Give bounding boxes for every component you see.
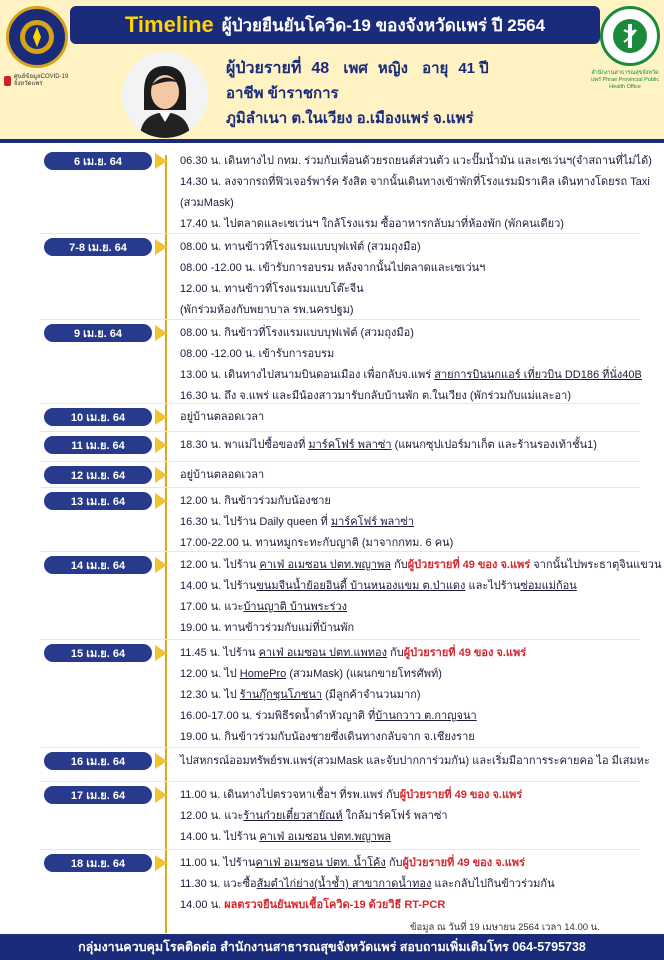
place-text: คาเฟ่ อเมซอน ปตท. น้ำโค้ง [255, 857, 386, 869]
timeline-event [180, 196, 234, 210]
title-timeline: Timeline [124, 12, 214, 37]
event-text: 17.00-22.00 น. ทานหมูกระทะกับญาติ (มาจากกทม. 6 คน) [180, 537, 454, 549]
timeline-event [180, 788, 522, 802]
timeline-event [180, 621, 354, 635]
event-text: 12.00 น. กินข้าวร่วมกับน้องชาย [180, 495, 331, 507]
provincial-seal-icon [6, 6, 68, 68]
timeline-event [180, 347, 334, 361]
place-text: คาเฟ่ อเมซอน ปตท.พญาพล [259, 831, 392, 843]
timeline-event [180, 217, 564, 231]
event-text: 08.00 -12.00 น. เข้ารับการอบรม หลังจากนั้นไปตลาดและเซเว่นฯ [180, 262, 486, 274]
timeline-axis [165, 155, 167, 933]
event-text: 18.30 น. พาแม่ไปซื้อของที่ [180, 439, 309, 451]
timeline-event [180, 494, 331, 508]
arrow-right-icon [155, 409, 167, 425]
divider [40, 551, 640, 552]
covid-center-label: ศูนย์ข้อมูลCOVID-19 จังหวัดแพร่ [13, 74, 69, 87]
timeline-event [180, 326, 414, 340]
highlight-text: ผู้ป่วยรายที่ 49 ของ จ.แพร่ [402, 857, 525, 869]
occupation: อาชีพ ข้าราชการ [226, 85, 339, 102]
arrow-right-icon [155, 557, 167, 573]
domicile: ภูมิลำเนา ต.ในเวียง อ.เมืองแพร่ จ.แพร่ [226, 110, 474, 127]
timeline-event [180, 809, 448, 823]
date-badge: 14 เม.ย. 64 [44, 556, 152, 574]
timeline-event [180, 261, 485, 275]
timeline-event [180, 600, 347, 614]
ministry-of-public-health-icon [600, 6, 660, 66]
timeline-event [180, 730, 475, 744]
event-text: 19.00 น. ทานข้าวร่วมกับแม่ที่บ้านพัก [180, 622, 355, 634]
timeline-event [180, 175, 650, 189]
event-text: 12.00 น. แวะ [180, 810, 244, 822]
event-text: กับ [387, 647, 404, 659]
health-office-label: สำนักงานสาธารณสุขจังหวัดแพร่ Phrae Provincial Public Health Office [590, 70, 660, 90]
event-text: ใกล้มาร์คโฟร์ พลาซ่า [342, 810, 448, 822]
timeline-event [180, 898, 445, 912]
divider [40, 233, 640, 234]
timeline-event [180, 303, 354, 317]
age-label: อายุ [422, 60, 449, 77]
sex-label: เพศ [343, 60, 368, 77]
timeline-event [180, 410, 264, 424]
date-badge: 7-8 เม.ย. 64 [44, 238, 152, 256]
event-text: (พักร่วมห้องกับพยาบาล รพ.นครปฐม) [180, 304, 354, 316]
event-text: 12.00 น. ทานข้าวที่โรงแรมแบบโต๊ะจีน [180, 283, 364, 295]
timeline-event [180, 688, 421, 702]
timeline-event [180, 282, 364, 296]
divider [40, 639, 640, 640]
divider [40, 849, 640, 850]
event-text: 11.45 น. ไปร้าน [180, 647, 259, 659]
date-badge: 15 เม.ย. 64 [44, 644, 152, 662]
data-as-of-note: ข้อมูล ณ วันที่ 19 เมษายน 2564 เวลา 14.00 น. [410, 922, 600, 933]
play-icon [4, 76, 11, 86]
place-text: บ้านกวาว ต.กาญจนา [375, 710, 477, 722]
highlight-text: ผลตรวจยืนยันพบเชื้อโควิด-19 ด้วยวิธี RT-PCR [224, 899, 446, 911]
arrow-right-icon [155, 787, 167, 803]
event-text: 08.00 น. กินข้าวที่โรงแรมแบบบุฟเฟ่ต์ (สวมถุงมือ) [180, 327, 414, 339]
event-text: 11.30 น. แวะซื้อ [180, 878, 257, 890]
event-text: 14.00 น. ไปร้าน [180, 580, 257, 592]
place-text: คาเฟ่ อเมซอน ปตท.พญาพล [259, 559, 392, 571]
timeline-event [180, 536, 453, 550]
avatar [122, 52, 208, 138]
timeline-event [180, 830, 391, 844]
event-text: อยู่บ้านตลอดเวลา [180, 411, 265, 423]
arrow-right-icon [155, 153, 167, 169]
arrow-right-icon [155, 493, 167, 509]
event-text: 16.30 น. ไปร้าน Daily queen ที่ [180, 516, 331, 528]
date-badge: 17 เม.ย. 64 [44, 786, 152, 804]
timeline-event [180, 709, 477, 723]
place-text: มาร์คโฟร์ พลาซ่า [308, 439, 392, 451]
date-badge: 13 เม.ย. 64 [44, 492, 152, 510]
divider [40, 319, 640, 320]
timeline-event [180, 877, 555, 891]
patient-number-label: ผู้ป่วยรายที่ [226, 60, 302, 77]
timeline-event [180, 754, 650, 768]
event-text: 17.40 น. ไปตลาดและเซเว่นฯ ใกล้โรงแรม ซื้ออาหารกลับมาที่ห้องพัก (พักคนเดียว) [180, 218, 564, 230]
event-text: (แผนกซุปเปอร์มาเก็ต และร้านรองเท้าชั้น1) [391, 439, 597, 451]
date-badge: 18 เม.ย. 64 [44, 854, 152, 872]
sex-value: หญิง [377, 60, 408, 77]
patient-info [226, 56, 499, 131]
footer [0, 934, 664, 960]
place-text: มาร์คโฟร์ พลาซ่า [330, 516, 415, 528]
timeline-event [180, 856, 525, 870]
divider [40, 747, 640, 748]
event-text: 13.00 น. เดินทางไปสนามบินดอนเมือง เพื่อกลับจ.แพร่ [180, 369, 435, 381]
timeline-event [180, 438, 597, 452]
page-title [70, 6, 600, 44]
divider [40, 431, 640, 432]
event-text: 14.00 น. ไปร้าน [180, 831, 260, 843]
date-badge: 12 เม.ย. 64 [44, 466, 152, 484]
place-text: คาเฟ่ อเมซอน ปตท.แพทอง [258, 647, 387, 659]
event-text: 14.00 น. [180, 899, 225, 911]
event-text: กับ [385, 857, 403, 869]
date-badge: 16 เม.ย. 64 [44, 752, 152, 770]
patient-number: 48 [311, 60, 330, 77]
divider [40, 403, 640, 404]
event-text: และไปร้าน [465, 580, 521, 592]
event-text: (มีลูกค้าจำนวนมาก) [322, 689, 421, 701]
timeline-event [180, 240, 421, 254]
place-text: ซ่อมแม่ก้อน [520, 580, 577, 592]
event-text: (สวมMask) (แผนกขายโทรศัพท์) [286, 668, 442, 680]
arrow-right-icon [155, 645, 167, 661]
event-text: 08.00 น. ทานข้าวที่โรงแรมแบบบุฟเฟ่ต์ (สวมถุงมือ) [180, 241, 421, 253]
event-text: (สวมMask) [180, 197, 234, 209]
header [0, 0, 664, 143]
timeline-event [180, 558, 661, 572]
date-badge: 10 เม.ย. 64 [44, 408, 152, 426]
date-badge: 11 เม.ย. 64 [44, 436, 152, 454]
event-text: 11.00 น. เดินทางไปตรวจหาเชื้อฯ ที่รพ.แพร่ กับ [180, 789, 400, 801]
divider [40, 487, 640, 488]
divider [40, 461, 640, 462]
arrow-right-icon [155, 239, 167, 255]
event-text: กับ [391, 559, 408, 571]
title-thai: ผู้ป่วยยืนยันโควิด-19 ของจังหวัดแพร่ ปี 2564 [221, 15, 546, 35]
arrow-right-icon [155, 855, 167, 871]
age-value: 41 ปี [458, 60, 489, 77]
timeline-event [180, 389, 571, 403]
divider [40, 781, 640, 782]
footer-contact: กลุ่มงานควบคุมโรคติดต่อ สำนักงานสาธารณสุขจังหวัดแพร่ สอบถามเพิ่มเติมโทร 064-5795738 [78, 940, 586, 954]
highlight-text: ผู้ป่วยรายที่ 49 ของ จ.แพร่ [403, 647, 527, 659]
place-text: บ้านญาติ บ้านพระร่วง [243, 601, 348, 613]
covid-center-badge [4, 70, 72, 92]
place-text: สายการบินนกแอร์ เที่ยวบิน DD186 ที่นั่ง40B [434, 369, 642, 381]
event-text: 19.00 น. กินข้าวร่วมกับน้องชายซึ่งเดินทางกลับจาก จ.เชียงราย [180, 731, 475, 743]
date-badge: 6 เม.ย. 64 [44, 152, 152, 170]
timeline-event [180, 579, 577, 593]
event-text: จากนั้นไปพระธาตุจินแขวน [530, 559, 662, 571]
timeline-event [180, 154, 652, 168]
event-text: 17.00 น. แวะ [180, 601, 244, 613]
event-text: 16.00-17.00 น. ร่วมพิธีรดน้ำดำหัวญาติ ที่ [180, 710, 376, 722]
date-badge: 9 เม.ย. 64 [44, 324, 152, 342]
event-text: ไปสหกรณ์ออมทรัพย์รพ.แพร่(สวมMask และจับปากการ่วมกัน) และเริ่มมีอาการระคายคอ ไอ มีเสมหะ [180, 755, 650, 767]
event-text: 12.00 น. ไป [180, 668, 240, 680]
event-text: 08.00 -12.00 น. เข้ารับการอบรม [180, 348, 335, 360]
place-text: ร้านก๋วยเตี๋ยวสายัณห์ [243, 810, 343, 822]
timeline-event [180, 667, 442, 681]
place-text: HomePro [239, 668, 287, 680]
arrow-right-icon [155, 325, 167, 341]
event-text: อยู่บ้านตลอดเวลา [180, 469, 265, 481]
timeline-event [180, 468, 264, 482]
event-text: และกลับไปกินข้าวร่วมกัน [431, 878, 555, 890]
patient-summary-row [226, 56, 499, 81]
female-avatar-icon [122, 52, 208, 138]
arrow-right-icon [155, 753, 167, 769]
place-text: ส้มตำไก่ย่าง(น้ำช้ำ) สาขากาดน้ำทอง [256, 878, 432, 890]
arrow-right-icon [155, 467, 167, 483]
timeline-event [180, 368, 642, 382]
place-text: ร้านกุ๊กชุนโภชนา [239, 689, 323, 701]
event-text: 16.30 น. ถึง จ.แพร่ และมีน้องสาวมารับกลับบ้านพัก ต.ในเวียง (พักร่วมกับแม่และอา) [180, 390, 571, 402]
highlight-text: ผู้ป่วยรายที่ 49 ของ จ.แพร่ [399, 789, 523, 801]
highlight-text: ผู้ป่วยรายที่ 49 ของ จ.แพร่ [407, 559, 531, 571]
event-text: 06.30 น. เดินทางไป กทม. ร่วมกับเพื่อนด้วยรถยนต์ส่วนตัว แวะปั๊มน้ำมัน และเซเว่นฯ(จำสถานที่ไม่ได้) [180, 155, 652, 167]
event-text: 11.00 น. ไปร้าน [180, 857, 256, 869]
event-text: 12.00 น. ไปร้าน [180, 559, 260, 571]
event-text: 14.30 น. ลงจากรถที่ฟิวเจอร์พาร์ค รังสิต จากนั้นเดินทางเข้าพักที่โรงแรมมิราเคิล เดินทางโดยรถ Taxi [180, 176, 650, 188]
timeline-event [180, 515, 414, 529]
event-text: 12.30 น. ไป [180, 689, 240, 701]
arrow-right-icon [155, 437, 167, 453]
place-text: ขนมจีนน้ำย้อยอินดี้ บ้านหนองแขม ต.ป่าแดง [256, 580, 466, 592]
timeline-event [180, 646, 526, 660]
